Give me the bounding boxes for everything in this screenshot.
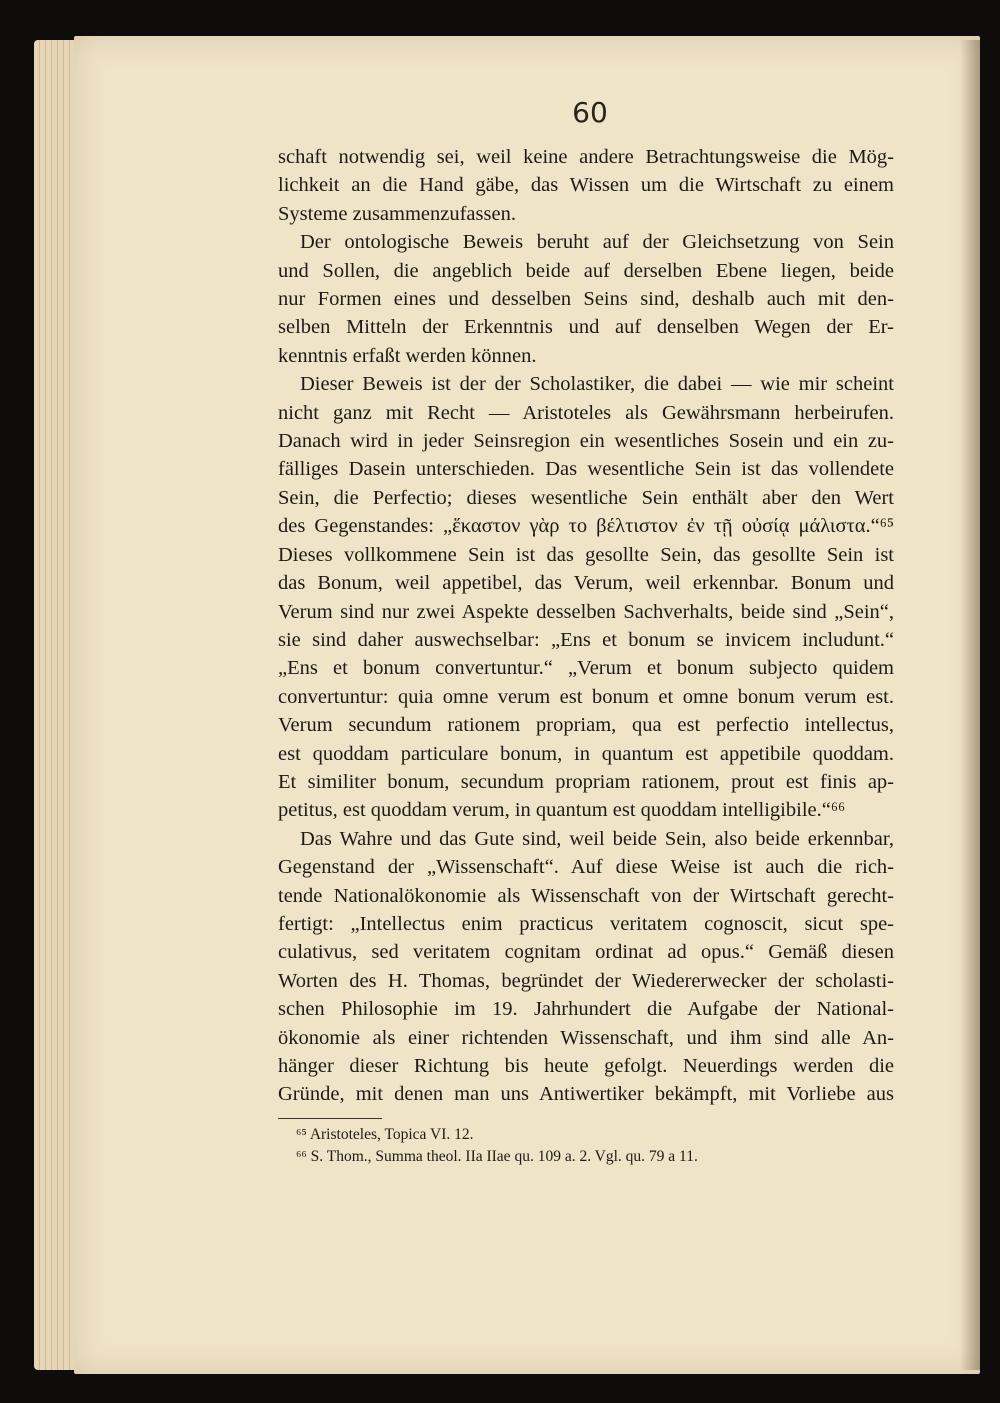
text-line: Das Wahre und das Gute sind, weil beide Sein, also beide erkennbar, [300, 827, 894, 850]
text-line: „Ens et bonum convertuntur.“ „Verum et bonum subjecto quidem [278, 657, 894, 680]
footnote: ⁶⁵ Aristoteles, Topica VI. 12. [296, 1126, 474, 1143]
text-line: Danach wird in jeder Seinsregion ein wesentliches Sosein und ein zu- [278, 430, 894, 453]
text-line: Verum sind nur zwei Aspekte desselben Sachverhalts, beide sind „Sein“, [278, 600, 894, 623]
text-line: und Sollen, die angeblich beide auf derselben Ebene liegen, beide [278, 259, 894, 282]
text-line: Dieses vollkommene Sein ist das gesollte Sein, das gesollte Sein ist [278, 543, 894, 566]
text-line: sie sind daher auswechselbar: „Ens et bonum se invicem includunt.“ [278, 628, 894, 651]
text-line: Gegenstand der „Wissenschaft“. Auf diese Weise ist auch die rich- [278, 856, 894, 879]
spine-shadow [960, 40, 980, 1370]
text-line: lichkeit an die Hand gäbe, das Wissen um die Wirtschaft zu einem [278, 174, 894, 197]
text-line: ökonomie als einer richtenden Wissenschaft, und ihm sind alle An- [278, 1026, 894, 1049]
body-text [278, 143, 894, 1109]
text-line: Der ontologische Beweis beruht auf der Gleichsetzung von Sein [300, 231, 894, 254]
text-line: Gründe, mit denen man uns Antiwertiker bekämpft, mit Vorliebe aus [278, 1083, 894, 1106]
text-line: Systeme zusammenzufassen. [278, 202, 516, 225]
text-line: fertigt: „Intellectus enim practicus veritatem cognoscit, sicut spe- [278, 912, 894, 935]
text-line: hänger dieser Richtung bis heute gefolgt. Neuerdings werden die [278, 1055, 894, 1077]
text-line: Et similiter bonum, secundum propriam rationem, prout est finis ap- [278, 770, 894, 793]
text-line: Worten des H. Thomas, begründet der Wiedererwecker der scholasti- [278, 969, 894, 992]
text-line: tende Nationalökonomie als Wissenschaft von der Wirtschaft gerecht- [278, 884, 894, 907]
text-line: fälliges Dasein unterschieden. Das wesentliche Sein ist das vollendete [278, 458, 894, 481]
text-line: schaft notwendig sei, weil keine andere Betrachtungsweise die Mög- [278, 146, 894, 168]
text-line: nicht ganz mit Recht — Aristoteles als Gewährsmann herbeirufen. [278, 401, 894, 424]
text-line: Verum secundum rationem propriam, qua est perfectio intellectus, [278, 714, 894, 737]
text-line: Dieser Beweis ist der der Scholastiker, die dabei — wie mir scheint [300, 373, 894, 396]
text-line: schen Philosophie im 19. Jahrhundert die Aufgabe der National- [278, 998, 894, 1021]
footnote: ⁶⁶ S. Thom., Summa theol. IIa IIae qu. 109 a. 2. Vgl. qu. 79 a 11. [296, 1148, 698, 1165]
text-line: kenntnis erfaßt werden können. [278, 344, 537, 367]
text-line: convertuntur: quia omne verum est bonum et omne bonum verum est. [278, 685, 894, 708]
text-line: est quoddam particulare bonum, in quantum est appetibile quoddam. [278, 742, 894, 765]
text-line: selben Mitteln der Erkenntnis und auf denselben Wegen der Er- [278, 316, 894, 339]
footnote-rule [278, 1118, 382, 1119]
page-number: 60 [572, 96, 608, 129]
text-line: Sein, die Perfectio; dieses wesentliche Sein enthält aber den Wert [278, 486, 894, 509]
text-line: culativus, sed veritatem cognitam ordinat ad opus.“ Gemäß diesen [278, 941, 894, 964]
footnotes [278, 1124, 894, 1168]
text-line: das Bonum, weil appetibel, das Verum, weil erkennbar. Bonum und [278, 572, 894, 595]
text-line: des Gegenstandes: „ἕκαστον γὰρ το βέλτιστον ἐν τῇ οὐσίᾳ μάλιστα.“⁶⁵ [278, 515, 894, 538]
text-line: petitus, est quoddam verum, in quantum est quoddam intelligibile.“⁶⁶ [278, 799, 846, 822]
text-line: nur Formen eines und desselben Seins sind, deshalb auch mit den- [278, 288, 894, 311]
